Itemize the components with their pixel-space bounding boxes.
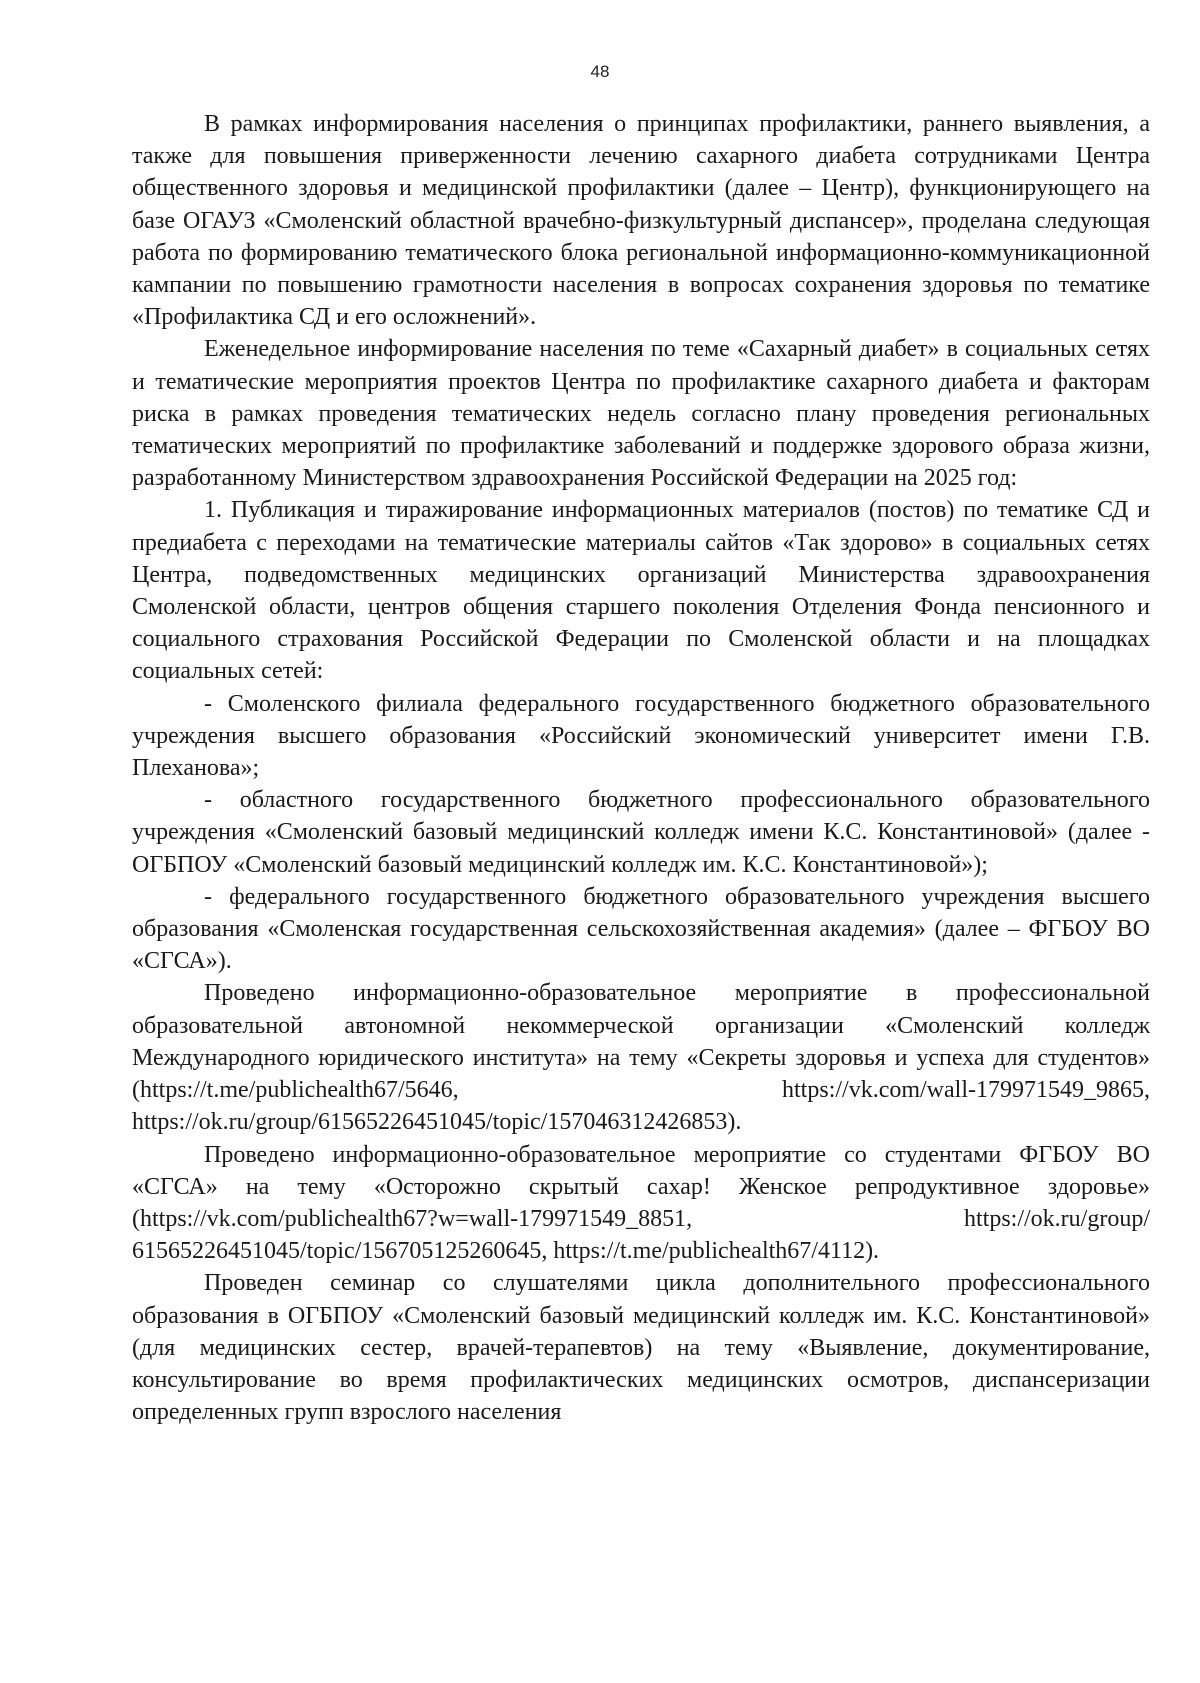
paragraph-list-item-sgsa: - федерального государственного бюджетного образовательного учреждения высшего образования «Смоленская государственная сельскохозяйственная академия» (далее – ФГБОУ ВО «СГСА»). [132,883,1150,975]
document-body [132,108,1150,1428]
paragraph-list-item-medical-college: - областного государственного бюджетного профессионального образовательного учреждения «Смоленский базовый медицинский колледж имени К.С. Константиновой» (далее - ОГБПОУ «Смоленский базовый медицинский колледж им. К.С. Константиновой»); [132,787,1150,878]
paragraph-publication-item: 1. Публикация и тиражирование информационных материалов (постов) по тематике СД и предиабета с переходами на тематические материалы сайтов «Так здорово» в социальных сетях Центра, подведомственных медицинских организаций Министерства здравоохранения Смоленской области, центров общения старшего поколения Отделения Фонда пенсионного и социального страхования Российской Федерации по Смоленской области и на площадках социальных сетей: [132,497,1150,685]
page-number: 48 [590,62,610,81]
paragraph-event-law-college: Проведено информационно-образовательное мероприятие в профессиональной образовательной автономной некоммерческой организации «Смоленский колледж Международного юридического института» на тему «Секреты здоровья и успеха для студентов» (https://t.me/publichealth67/5646, https://vk.com/wall-179971549_9865, https://ok.ru/group/61565226451045/topic/157046312426853). [132,980,1150,1136]
paragraph-intro: В рамках информирования населения о принципах профилактики, раннего выявления, а также для повышения приверженности лечению сахарного диабета сотрудниками Центра общественного здоровья и медицинской профилактики (далее – Центр), функционирующего на базе ОГАУЗ «Смоленский областной врачебно-физкультурный диспансер», проделана следующая работа по формированию тематического блока региональной информационно-коммуникационной кампании по повышению грамотности населения в вопросах сохранения здоровья по тематике «Профилактика СД и его осложнений». [132,111,1150,331]
paragraph-event-sgsa: Проведено информационно-образовательное мероприятие со студентами ФГБОУ ВО «СГСА» на тему «Осторожно скрытый сахар! Женское репродуктивное здоровье» (https://vk.com/publichealth67?w=wall-179971549_8851, https://ok.ru/group/ 61565226451045/topic/156705125260645, https://t.me/publichealth67/4112). [132,1141,1150,1265]
paragraph-seminar: Проведен семинар со слушателями цикла дополнительного профессионального образования в ОГБПОУ «Смоленский базовый медицинский колледж им. К.С. Константиновой» (для медицинских сестер, врачей-терапевтов) на тему «Выявление, документирование, консультирование во время профилактических медицинских осмотров, диспансеризации определенных групп взрослого населения [132,1270,1150,1426]
paragraph-list-item-plekhanov: - Смоленского филиала федерального государственного бюджетного образовательного учреждения высшего образования «Российский экономический университет имени Г.В. Плеханова»; [132,690,1150,782]
paragraph-weekly-info: Еженедельное информирование населения по теме «Сахарный диабет» в социальных сетях и тематические мероприятия проектов Центра по профилактике сахарного диабета и факторам риска в рамках проведения тематических недель согласно плану проведения региональных тематических мероприятий по профилактике заболеваний и поддержке здорового образа жизни, разработанному Министерством здравоохранения Российской Федерации на 2025 год: [132,336,1150,492]
